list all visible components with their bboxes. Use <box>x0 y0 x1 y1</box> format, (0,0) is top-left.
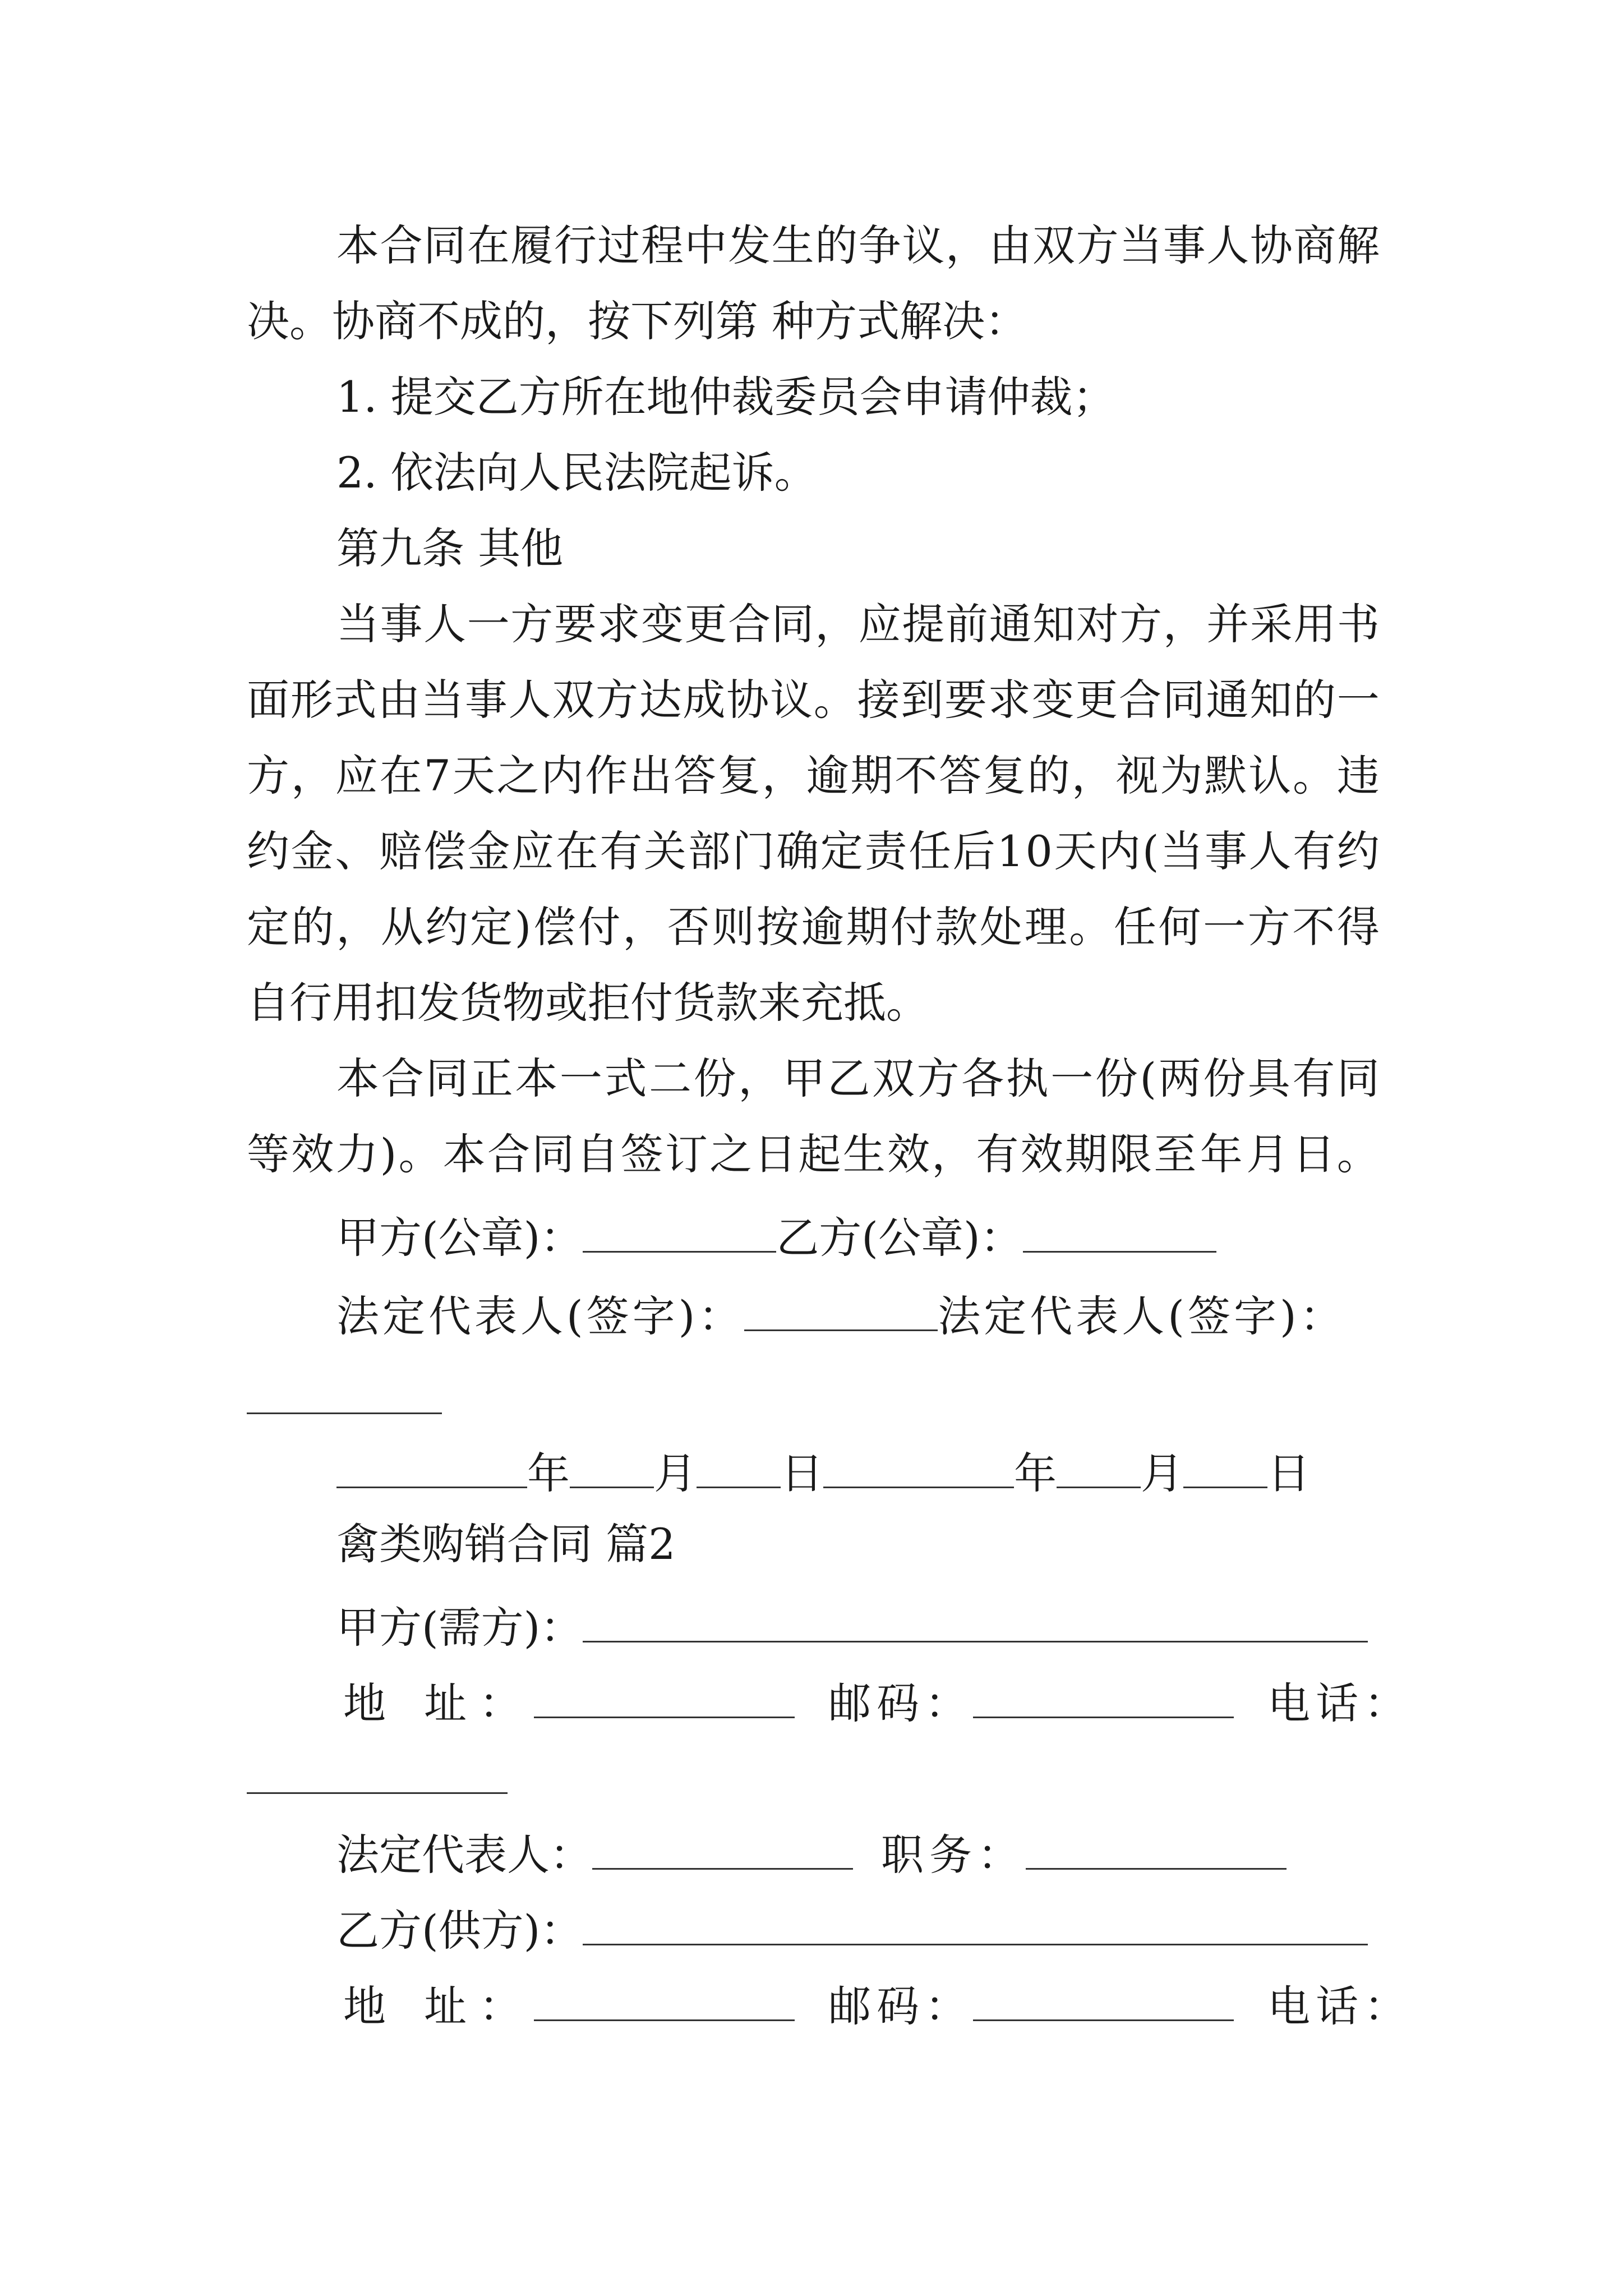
article-heading: 第九条 其他 <box>336 523 564 573</box>
paragraph-copies-cont: 等 效 力 ) 。 本 合 同 自 签 订 之 日 起 生 效 ， 有 效 期 限 至 年 月 日 。 <box>247 1129 1380 1179</box>
legal-rep-sign-a-label: 法定代表人(签字)： <box>336 1291 745 1341</box>
seller-line <box>336 1904 1368 1955</box>
day-label: 日 <box>781 1448 823 1498</box>
seller-label: 乙方(供方)： <box>336 1906 583 1955</box>
paragraph-change-cont: 方 ， 应 在 7 天 之 内 作 出 答 复 ， 逾 期 不 答 复 的 ， 视 为 默 认 。 违 <box>247 751 1380 800</box>
position-label: 职务： <box>881 1830 1026 1880</box>
paragraph-dispute-cont: 决。协商不成的，按下列第 种方式解决： <box>247 296 1028 346</box>
legal-rep-sign-a-field[interactable] <box>744 1290 938 1331</box>
month-label: 月 <box>1141 1448 1183 1498</box>
buyer-contact-line <box>343 1677 1413 1728</box>
postcode-label: 邮码： <box>828 1981 974 2031</box>
seller-contact-line <box>343 1980 1413 2031</box>
month-field-b[interactable] <box>1057 1447 1141 1488</box>
seller-address-field[interactable] <box>534 1980 795 2021</box>
list-item: 1. 提交乙方所在地仲裁委员会申请仲裁； <box>336 372 1115 422</box>
address-label: 地 址： <box>343 1981 534 2031</box>
paragraph-copies: 本 合 同 正 本 一 式 二 份 ， 甲 乙 双 方 各 执 一 份 ( 两 份 具 有 同 <box>336 1053 1380 1103</box>
list-item: 2. 依法向人民法院起诉。 <box>336 448 817 498</box>
day-field-a[interactable] <box>697 1447 781 1488</box>
seal-line <box>336 1212 1216 1263</box>
phone-label: 电话： <box>1267 1678 1413 1728</box>
date-line <box>336 1447 1310 1498</box>
address-label: 地 址： <box>343 1678 534 1728</box>
paragraph-change-cont: 约 金 、 赔 偿 金 应 在 有 关 部 门 确 定 责 任 后 1 0 天 内 ( 当 事 人 有 约 <box>247 826 1380 876</box>
paragraph-dispute: 本 合 同 在 履 行 过 程 中 发 生 的 争 议 ， 由 双 方 当 事 人 协 商 解 <box>336 220 1380 270</box>
year-field-b[interactable] <box>823 1447 1014 1488</box>
signature-line <box>336 1290 1346 1341</box>
buyer-field[interactable] <box>583 1602 1368 1642</box>
legal-rep-sign-b-field[interactable] <box>247 1412 442 1414</box>
party-a-seal-label: 甲方(公章)： <box>336 1213 583 1263</box>
seller-field[interactable] <box>583 1904 1368 1945</box>
buyer-postcode-field[interactable] <box>973 1677 1234 1718</box>
day-label: 日 <box>1267 1448 1310 1498</box>
phone-label: 电话： <box>1267 1981 1413 2031</box>
paragraph-change-cont: 面 形 式 由 当 事 人 双 方 达 成 协 议 。 接 到 要 求 变 更 合 同 通 知 的 一 <box>247 675 1380 725</box>
legal-rep-sign-b-label: 法定代表人(签字)： <box>938 1291 1346 1341</box>
buyer-line <box>336 1602 1368 1653</box>
party-b-seal-label: 乙方(公章)： <box>776 1213 1023 1263</box>
buyer-address-field[interactable] <box>534 1677 795 1718</box>
year-field-a[interactable] <box>336 1447 527 1488</box>
legal-rep-field[interactable] <box>592 1829 853 1870</box>
day-field-b[interactable] <box>1183 1447 1267 1488</box>
party-a-seal-field[interactable] <box>583 1212 776 1253</box>
month-field-a[interactable] <box>570 1447 654 1488</box>
paragraph-change-cont: 定 的 ， 从 约 定 ) 偿 付 ， 否 则 按 逾 期 付 款 处 理 。 任 何 一 方 不 得 <box>247 902 1380 952</box>
year-label: 年 <box>1014 1448 1057 1498</box>
paragraph-change: 当 事 人 一 方 要 求 变 更 合 同 ， 应 提 前 通 知 对 方 ， 并 采 用 书 <box>336 599 1380 649</box>
seller-postcode-field[interactable] <box>973 1980 1234 2021</box>
buyer-label: 甲方(需方)： <box>336 1603 583 1653</box>
legal-rep-label: 法定代表人： <box>336 1830 592 1880</box>
section-title: 禽类购销合同 篇2 <box>336 1519 676 1569</box>
paragraph-change-cont: 自行用扣发货物或拒付货款来充抵。 <box>247 978 929 1028</box>
position-field[interactable] <box>1026 1829 1287 1870</box>
year-label: 年 <box>527 1448 570 1498</box>
buyer-phone-field[interactable] <box>247 1792 508 1794</box>
postcode-label: 邮码： <box>828 1678 974 1728</box>
month-label: 月 <box>654 1448 697 1498</box>
party-b-seal-field[interactable] <box>1023 1212 1216 1253</box>
legal-rep-line <box>336 1829 1287 1880</box>
